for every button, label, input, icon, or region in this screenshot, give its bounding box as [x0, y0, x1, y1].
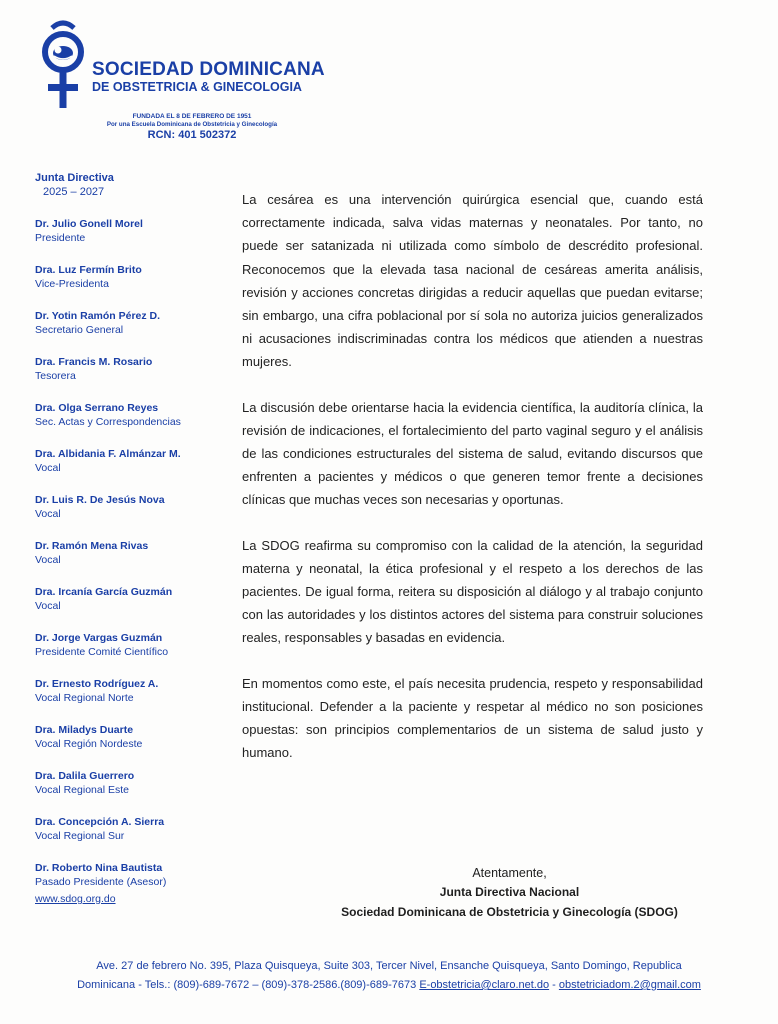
board-member-role: Vocal Regional Norte: [35, 692, 134, 704]
board-member-name: Dra. Dalila Guerrero: [35, 770, 135, 782]
organization-name: [92, 60, 325, 95]
board-member-role: Vocal Región Nordeste: [35, 738, 143, 750]
board-member-name: Dra. Olga Serrano Reyes: [35, 402, 159, 414]
board-member-name: Dra. Albidania F. Almánzar M.: [35, 448, 181, 460]
footer-separator: -: [552, 979, 556, 991]
board-member-name: Dr. Roberto Nina Bautista: [35, 862, 163, 874]
body-paragraph: La SDOG reafirma su compromiso con la calidad de la atención, la seguridad materna y neonatal, la ética profesional y el respeto a los derechos de las pacientes. De igual forma, reitera su disposición al diálogo y al trabajo conjunto con las autoridades y los distintos actores del sistema para construir soluciones reales, responsables y basadas en evidencia.: [242, 537, 703, 646]
board-member: [35, 769, 225, 815]
footer-address-line1: Ave. 27 de febrero No. 395, Plaza Quisqueya, Suite 303, Tercer Nivel, Ensanche Quisqueya, Santo Domingo, Republica: [96, 960, 682, 972]
board-member: [35, 539, 225, 585]
footer-email-secondary[interactable]: obstetriciadom.2@gmail.com: [558, 979, 701, 991]
footer-address-line2: [20, 976, 758, 995]
board-member: [35, 677, 225, 723]
board-member-role: Sec. Actas y Correspondencias: [35, 416, 181, 428]
board-member: [35, 815, 225, 861]
board-member-role: Pasado Presidente (Asesor): [35, 876, 167, 888]
board-member-name: Dra. Ircanía García Guzmán: [35, 586, 173, 598]
footer-email-primary[interactable]: E-obstetricia@claro.net.do: [419, 979, 550, 991]
signature-line1: Junta Directiva Nacional: [439, 885, 580, 899]
org-name-line1: SOCIEDAD DOMINICANA: [92, 59, 325, 80]
board-member-role: Presidente: [35, 232, 86, 244]
board-member-role: Vocal Regional Este: [35, 784, 129, 796]
body-paragraph: En momentos como este, el país necesita prudencia, respeto y responsabilidad institucional. Defender a la paciente y respetar al médico no son posiciones opuestas: son principios complementarios de un sistema de salud justo y humano.: [242, 675, 703, 761]
board-member-name: Dr. Yotin Ramón Pérez D.: [35, 310, 161, 322]
board-member-role: Vocal: [35, 508, 61, 520]
board-members-list: [35, 217, 225, 907]
board-member-role: Vocal: [35, 554, 61, 566]
board-member-name: Dra. Miladys Duarte: [35, 724, 134, 736]
rcn-number: RCN: 401 502372: [147, 129, 237, 141]
board-member-name: Dr. Ramón Mena Rivas: [35, 540, 149, 552]
board-member: [35, 585, 225, 631]
founded-motto: Por una Escuela Dominicana de Obstetricia y Ginecología: [106, 121, 278, 128]
board-member-name: Dr. Jorge Vargas Guzmán: [35, 632, 163, 644]
body-paragraph: La cesárea es una intervención quirúrgica esencial que, cuando está correctamente indicada, salva vidas maternas y neonatales. Por tanto, no puede ser satanizada ni utilizada como símbolo de descrédito profesional. Reconocemos que la elevada tasa nacional de cesáreas amerita análisis, revisión y acciones concretas dirigidas a reducir aquellas que puedan evitarse; sin embargo, una cifra poblacional por sí sola no autoriza juicios generalizados ni acusaciones indiscriminadas contra los médicos que atienden a nuestras mujeres.: [242, 192, 703, 370]
board-member-role: Tesorera: [35, 370, 76, 382]
board-member-role: Vocal: [35, 600, 61, 612]
board-title: Junta Directiva: [35, 172, 114, 184]
footer-phones: Dominicana - Tels.: (809)-689-7672 – (809)-378-2586.(809)-689-7673: [77, 979, 417, 991]
letter-body: [242, 188, 703, 786]
website-link[interactable]: www.sdog.org.do: [35, 893, 116, 905]
founded-block: [82, 113, 302, 142]
letter-footer: [20, 957, 758, 995]
founded-date: FUNDADA EL 8 DE FEBRERO DE 1951: [132, 113, 252, 120]
board-member: [35, 631, 225, 677]
board-member: [35, 493, 225, 539]
board-member: [35, 723, 225, 769]
board-member: [35, 217, 225, 263]
board-member-name: Dr. Julio Gonell Morel: [35, 218, 143, 230]
board-member-role: Vocal Regional Sur: [35, 830, 125, 842]
board-member: [35, 355, 225, 401]
board-member-name: Dra. Luz Fermín Brito: [35, 264, 142, 276]
board-member-name: Dr. Luis R. De Jesús Nova: [35, 494, 165, 506]
board-member: [35, 401, 225, 447]
board-member-name: Dr. Ernesto Rodríguez A.: [35, 678, 159, 690]
board-member-role: Secretario General: [35, 324, 124, 336]
board-member: [35, 263, 225, 309]
board-sidebar: [35, 172, 225, 907]
board-member-role: Presidente Comité Científico: [35, 646, 169, 658]
org-name-line2: DE OBSTETRICIA & GINECOLOGIA: [92, 80, 302, 94]
body-paragraph: La discusión debe orientarse hacia la evidencia científica, la auditoría clínica, la revisión de indicaciones, el fortalecimiento del parto vaginal seguro y el análisis de las condiciones estructurales del sistema de salud, evitando discursos que enfrenten a pacientes y médicos o que generen temor frente a decisiones clínicas que muchas veces son necesarias y oportunas.: [242, 399, 703, 508]
board-member: [35, 309, 225, 355]
regards-text: Atentamente,: [472, 866, 547, 880]
board-member-role: Vice-Presidenta: [35, 278, 109, 290]
board-member-name: Dra. Francis M. Rosario: [35, 356, 153, 368]
letter-closing: [242, 864, 703, 922]
female-symbol-mother-baby-icon: [38, 16, 88, 112]
signature-line2: Sociedad Dominicana de Obstetricia y Ginecología (SDOG): [341, 905, 678, 919]
board-member-role: Vocal: [35, 462, 61, 474]
board-period: 2025 – 2027: [43, 186, 105, 198]
board-member-name: Dra. Concepción A. Sierra: [35, 816, 165, 828]
board-member: [35, 447, 225, 493]
